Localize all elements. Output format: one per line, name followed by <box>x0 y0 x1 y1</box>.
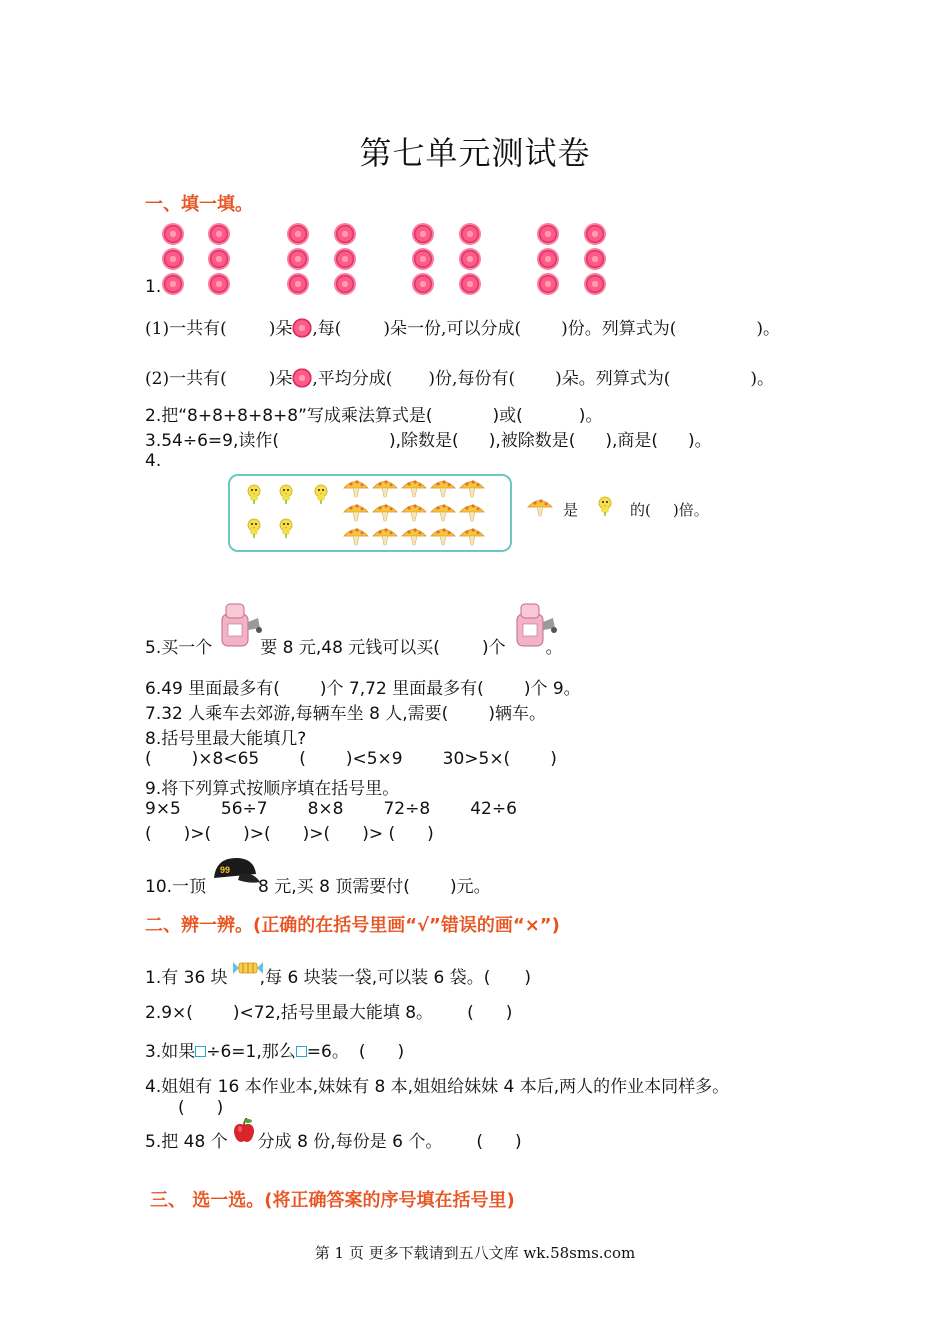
q4-is: 是 <box>563 501 579 519</box>
q5: 5.买一个 要 8 元,48 元钱可以买( )个 。 <box>145 638 563 658</box>
s2-q1: 1.有 36 块 ,每 6 块装一袋,可以装 6 袋。( ) <box>145 968 531 988</box>
q2: 2.把“8+8+8+8+8”写成乘法算式是( )或( )。 <box>145 406 603 426</box>
q7: 7.32 人乘车去郊游,每辆车坐 8 人,需要( )辆车。 <box>145 704 546 724</box>
square-box-icon <box>296 1046 307 1057</box>
square-box-icon <box>195 1046 206 1057</box>
q6: 6.49 里面最多有( )个 7,72 里面最多有( )个 9。 <box>145 679 581 699</box>
q9-expressions: 9×5 56÷7 8×8 72÷8 42÷6 <box>145 799 517 819</box>
mushroom-icon <box>527 496 553 518</box>
s2-q5: 5.把 48 个 分成 8 份,每份是 6 个。 ( ) <box>145 1132 522 1152</box>
flower-icon <box>292 368 312 388</box>
page-title: 第七单元测试卷 <box>359 134 591 172</box>
s2-q4: 4.姐姐有 16 本作业本,妹妹有 8 本,姐姐给妹妹 4 本后,两人的作业本同样多。 <box>145 1077 730 1097</box>
page-footer: 第 1 页 更多下载请到五八文库 wk.58sms.com <box>314 1244 636 1262</box>
q1-number: 1. <box>145 277 162 297</box>
q9-blanks: ( )>( )>( )>( )> ( ) <box>145 824 434 844</box>
bird-icon <box>597 494 615 518</box>
s2-q4-blank: ( ) <box>178 1098 224 1118</box>
section-1-heading: 一、填一填。 <box>145 194 253 215</box>
q9-title: 9.将下列算式按顺序填在括号里。 <box>145 779 400 799</box>
q1-part1: (1)一共有( )朵 ,每( )朵一份,可以分成( )份。列算式为( )。 <box>145 319 780 339</box>
svg-text:99: 99 <box>220 865 231 875</box>
birds-mushrooms-image <box>228 474 512 552</box>
q10: 10.一顶 8 元,买 8 顶需要付( )元。 <box>145 877 491 897</box>
section-3-heading: 三、 选一选。(将正确答案的序号填在括号里) <box>150 1190 515 1211</box>
section-2-heading: 二、辨一辨。(正确的在括号里画“√”错误的画“×”) <box>145 915 560 936</box>
q3: 3.54÷6=9,读作( ),除数是( ),被除数是( ),商是( )。 <box>145 431 712 451</box>
s2-q2: 2.9×( )<72,括号里最大能填 8。 ( ) <box>145 1003 513 1023</box>
q1-part2: (2)一共有( )朵 ,平均分成( )份,每份有( )朵。列算式为( )。 <box>145 369 774 389</box>
q8-title: 8.括号里最大能填几? <box>145 729 307 749</box>
q4-number: 4. <box>145 451 162 471</box>
q4-times: 的( )倍。 <box>630 501 709 519</box>
q8-items: ( )×8<65 ( )<5×9 30>5×( ) <box>145 749 557 769</box>
s2-q3: 3.如果 ÷6=1,那么 =6。 ( ) <box>145 1042 405 1062</box>
flower-icon <box>292 318 312 338</box>
